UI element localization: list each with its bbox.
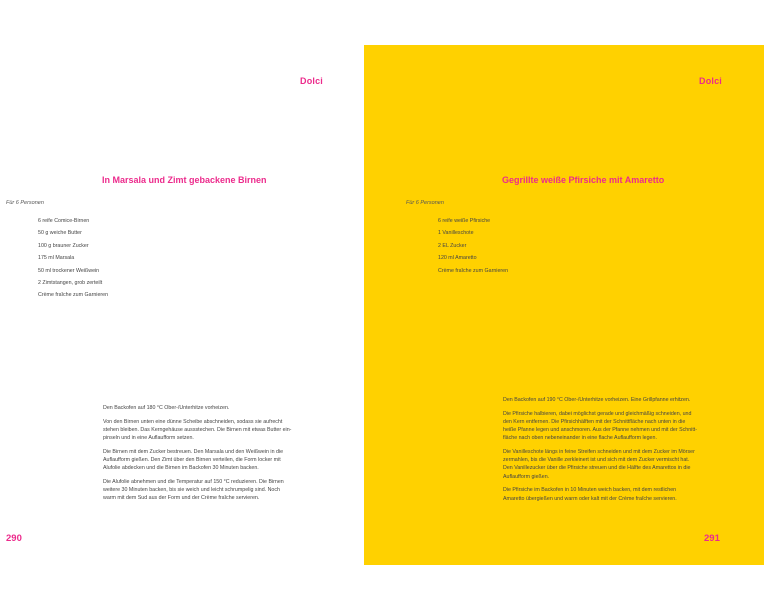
method-line: heiße Pfanne legen und anschmoren. Aus der Pfanne nehmen und mit der Schnitt- <box>503 427 698 434</box>
ingredient-list <box>438 215 508 277</box>
method-paragraph <box>103 404 291 412</box>
method-paragraph <box>503 396 697 404</box>
ingredient-item: 100 g brauner Zucker <box>38 242 89 249</box>
ingredient-item: 6 reife weiße Pfirsiche <box>438 218 491 224</box>
section-heading: Dolci <box>300 76 324 86</box>
method-line: Die Vanilleschote längs in feine Streifen schneiden und mit dem Zucker im Mörser <box>503 449 695 456</box>
method-line: Die Birnen mit dem Zucker bestreuen. Den Marsala und den Weißwein in die <box>103 448 284 455</box>
method-line: Von den Birnen unten eine dünne Scheibe abschneiden, sodass sie aufrecht <box>103 418 283 425</box>
page-number: 290 <box>6 533 22 544</box>
ingredient-item: 6 reife Comice-Birnen <box>38 218 90 224</box>
method-line: weitere 30 Minuten backen, bis sie weich und leicht schrumpelig sind. Noch <box>103 487 280 494</box>
servings-note: Für 6 Personen <box>406 200 444 206</box>
method-paragraph <box>503 486 697 502</box>
method-paragraph <box>103 418 291 443</box>
method-text <box>103 404 291 508</box>
recipe-title: In Marsala und Zimt gebackene Birnen <box>102 175 267 185</box>
method-line: Auflaufform gießen. <box>503 473 550 480</box>
section-heading: Dolci <box>699 76 723 86</box>
method-line: warm mit dem Sud aus der Form und der Crème fraîche servieren. <box>103 495 260 502</box>
ingredient-item: 1 Vanilleschote <box>438 230 474 237</box>
method-line: Den Vanillezucker über die Pfirsiche streuen und die Hälfte des Amarettos in die <box>503 465 691 472</box>
method-line: stehen bleiben. Das Kerngehäuse aussstechen. Die Birnen mit etwas Butter ein- <box>103 426 292 433</box>
ingredient-list <box>38 215 108 302</box>
method-line: den Kern entfernen. Die Pfirsichhälften mit der Schnittfläche nach unten in die <box>503 418 686 425</box>
method-line: Die Pfirsiche im Backofen in 10 Minuten weich backen, mit dem restlichen <box>503 487 677 494</box>
ingredient-item: 175 ml Marsala <box>38 255 75 262</box>
method-line: Auflaufform gießen. Den Zimt über den Birnen verteilen, die Form locker mit <box>103 457 281 464</box>
method-line: pinseln und in eine Auflaufform setzen. <box>103 435 194 442</box>
right-page <box>364 45 764 565</box>
method-paragraph <box>103 448 291 473</box>
servings-note: Für 6 Personen <box>6 200 44 206</box>
page-number: 291 <box>704 533 720 544</box>
ingredient-item: 50 ml trockener Weißwein <box>38 267 100 274</box>
ingredient-item: 2 Zimtstangen, grob zerteilt <box>38 280 103 287</box>
method-line: Amaretto übergießen und warm oder kalt mit der Crème fraîche servieren. <box>503 495 677 502</box>
method-paragraph <box>103 478 291 503</box>
ingredient-item: Crème fraîche zum Garnieren <box>38 292 109 299</box>
recipe-title: Gegrillte weiße Pfirsiche mit Amaretto <box>502 175 665 185</box>
ingredient-item: 2 EL Zucker <box>438 242 467 249</box>
method-paragraph <box>503 410 697 443</box>
ingredient-item: 50 g weiche Butter <box>38 230 82 237</box>
left-page <box>0 0 364 611</box>
method-line: zermahlen, bis die Vanille zerkleinert ist und sich mit dem Zucker vermischt hat. <box>503 457 690 464</box>
method-line: Die Pfirsiche halbieren, dabei möglichst gerade und gleichmäßig schneiden, und <box>503 410 692 417</box>
method-text <box>503 396 697 508</box>
method-line: fläche nach oben nebeneinander in eine flache Auflaufform legen. <box>503 435 657 442</box>
method-line: Die Alufolie abnehmen und die Temperatur auf 150 °C reduzieren. Die Birnen <box>103 478 284 485</box>
ingredient-item: 120 ml Amaretto <box>438 255 477 262</box>
method-line: Alufolie abdecken und die Birnen im Backofen 30 Minuten backen. <box>103 465 259 472</box>
method-line: Den Backofen auf 190 °C Ober-/Unterhitze vorheizen. Eine Grillpfanne erhitzen. <box>503 397 691 403</box>
method-paragraph <box>503 448 697 481</box>
method-line: Den Backofen auf 180 °C Ober-/Unterhitze vorheizen. <box>103 405 230 411</box>
ingredient-item: Crème fraîche zum Garnieren <box>438 267 509 274</box>
